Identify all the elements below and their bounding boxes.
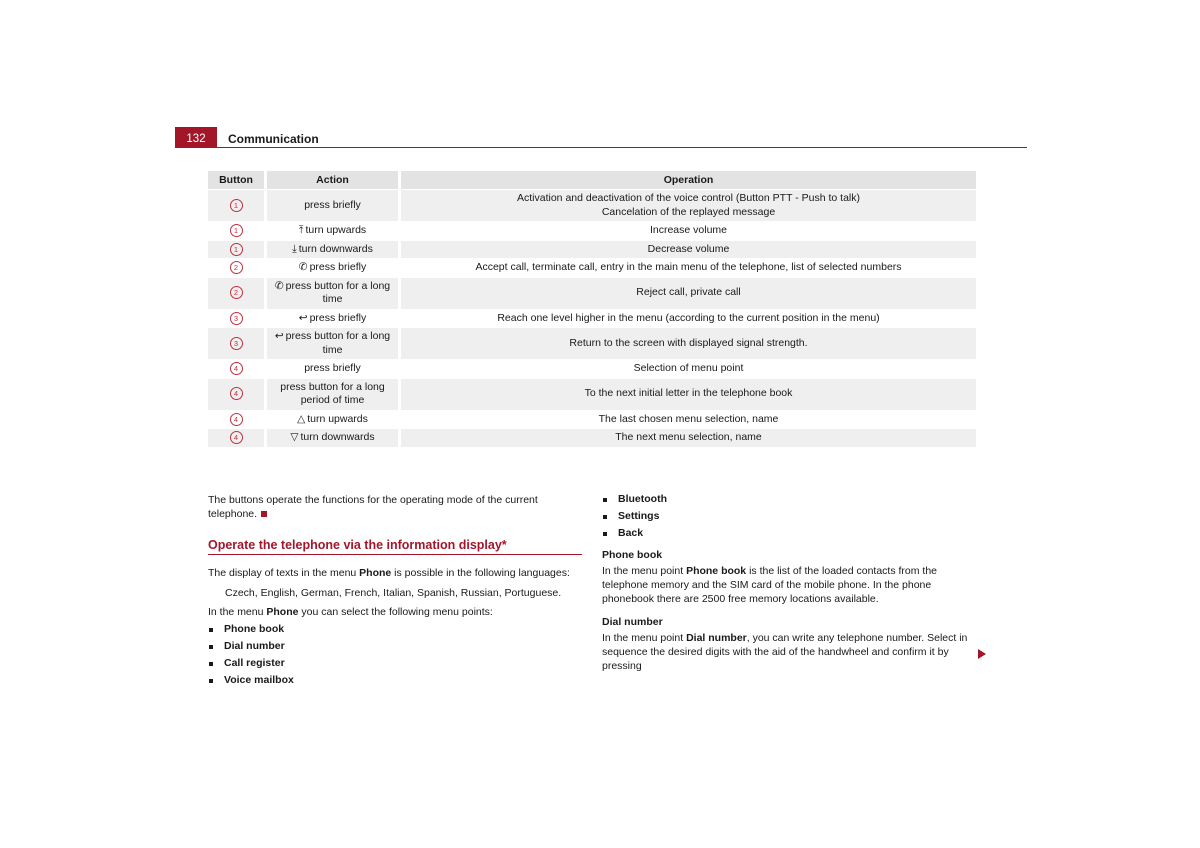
operation-label: Selection of menu point [633, 362, 744, 374]
operation-label: To the next initial letter in the telephone book [584, 387, 793, 400]
action-label: press button for a long period of time [280, 380, 385, 406]
operation-label: Activation and deactivation of the voice control (Button PTT - Push to talk) [517, 192, 860, 204]
action-label: press briefly [309, 311, 367, 324]
button-cell [208, 190, 267, 222]
control-icon: ✆ [298, 261, 308, 273]
button-cell [208, 429, 267, 448]
header-rule [175, 147, 1027, 148]
control-icon: ⤓ [292, 242, 297, 255]
operation-cell [401, 328, 976, 360]
operation-label: Decrease volume [647, 242, 730, 255]
operation-cell [401, 241, 976, 260]
button-cell [208, 310, 267, 329]
header-action: Action [267, 171, 401, 190]
list-item: Dial number [208, 638, 582, 655]
table-row [208, 241, 976, 260]
languages-intro: The display of texts in the menu Phone is possible in the following languages: [208, 567, 570, 579]
action-label: turn upwards [305, 224, 367, 236]
operation-cell [401, 190, 976, 222]
table-row [208, 190, 976, 222]
list-item: Settings [602, 508, 976, 525]
button-cell [208, 222, 267, 241]
button-number-badge: 1 [230, 243, 243, 256]
button-number-badge: 4 [230, 431, 243, 444]
operation-cell [401, 278, 976, 310]
button-number-badge: 3 [230, 337, 243, 350]
header-operation: Operation [401, 171, 976, 190]
list-item: Bluetooth [602, 491, 976, 508]
button-number-badge: 4 [230, 387, 243, 400]
action-cell [267, 379, 401, 411]
action-cell [267, 360, 401, 379]
button-number-badge: 2 [230, 261, 243, 274]
menu-points-list-continued [602, 491, 976, 542]
button-number-badge: 2 [230, 286, 243, 299]
action-label: turn downwards [298, 242, 373, 255]
operation-label: Return to the screen with displayed signal strength. [569, 336, 808, 349]
menu-points-intro: In the menu Phone you can select the following menu points: [208, 606, 493, 618]
action-label: turn downwards [300, 431, 375, 443]
buttons-note: The buttons operate the functions for the operating mode of the current telephone. [208, 494, 538, 520]
button-number-badge: 4 [230, 362, 243, 375]
phonebook-text: In the menu point Phone book is the list of the loaded contacts from the telephone memory and the SIM card of the mobile phone. In the phone phonebook there are 2500 free memory locations available. [602, 565, 938, 605]
table-row [208, 328, 976, 360]
operation-cell [401, 429, 976, 448]
table-row [208, 429, 976, 448]
action-cell [267, 310, 401, 329]
control-icon: ▽ [290, 431, 299, 443]
button-number-badge: 4 [230, 413, 243, 426]
table-body [208, 190, 976, 448]
control-icon: ⤒ [298, 224, 304, 236]
action-label: press button for a long time [285, 279, 391, 305]
table-row [208, 411, 976, 430]
button-cell [208, 259, 267, 278]
button-cell [208, 328, 267, 360]
operation-cell [401, 259, 976, 278]
table-row [208, 379, 976, 411]
list-item: Call register [208, 655, 582, 672]
control-icon: ✆ [274, 279, 284, 292]
action-cell [267, 241, 401, 260]
control-icon: △ [297, 412, 306, 425]
operation-label-secondary: Cancelation of the replayed message [601, 205, 776, 218]
action-cell [267, 222, 401, 241]
languages-list: Czech, English, German, French, Italian, Spanish, Russian, Portuguese. [225, 587, 562, 599]
action-label: press briefly [304, 362, 361, 374]
table-row [208, 259, 976, 278]
operation-label: The next menu selection, name [615, 431, 762, 443]
table-row [208, 310, 976, 329]
header-button: Button [208, 171, 267, 190]
control-icon: ↩ [298, 311, 308, 324]
action-label: press briefly [304, 198, 361, 211]
action-label: turn upwards [307, 412, 368, 425]
action-cell [267, 259, 401, 278]
action-cell [267, 190, 401, 222]
button-number-badge: 3 [230, 312, 243, 325]
table-row [208, 222, 976, 241]
arrow-right-icon [978, 649, 986, 659]
action-cell [267, 411, 401, 430]
section-title: Communication [228, 132, 319, 146]
action-label: press button for a long time [285, 330, 391, 356]
button-cell [208, 379, 267, 411]
table-header-row [208, 171, 976, 190]
right-column [602, 493, 976, 673]
operation-cell [401, 379, 976, 411]
action-cell [267, 429, 401, 448]
left-column [208, 493, 582, 689]
menu-points-list [208, 621, 582, 689]
end-square-icon [261, 511, 267, 517]
page-header [175, 127, 1027, 149]
operation-label: Accept call, terminate call, entry in the main menu of the telephone, list of selected numbers [475, 261, 902, 273]
operation-label: The last chosen menu selection, name [598, 412, 779, 425]
section-heading: Operate the telephone via the information display* [208, 538, 582, 555]
button-number-badge: 1 [230, 199, 243, 212]
dial-number-heading: Dial number [602, 616, 663, 628]
phonebook-heading: Phone book [602, 549, 663, 561]
button-cell [208, 411, 267, 430]
action-cell [267, 278, 401, 310]
operation-label: Reach one level higher in the menu (according to the current position in the menu) [497, 311, 880, 324]
list-item: Voice mailbox [208, 672, 582, 689]
button-cell [208, 360, 267, 379]
list-item: Phone book [208, 621, 582, 638]
dial-number-text: In the menu point Dial number, you can write any telephone number. Select in sequence the desired digits with the aid of the handwheel and confirm it by pressing [602, 632, 968, 672]
button-cell [208, 278, 267, 310]
action-cell [267, 328, 401, 360]
operation-label: Increase volume [649, 224, 728, 236]
operation-label: Reject call, private call [636, 286, 741, 299]
button-number-badge: 1 [230, 224, 243, 237]
list-item: Back [602, 525, 976, 542]
button-cell [208, 241, 267, 260]
operations-table [208, 171, 976, 448]
page-number: 132 [175, 127, 217, 148]
operation-cell [401, 310, 976, 329]
operation-cell [401, 411, 976, 430]
operation-cell [401, 222, 976, 241]
control-icon: ↩ [274, 330, 284, 342]
operation-cell [401, 360, 976, 379]
table-row [208, 360, 976, 379]
action-label: press briefly [309, 261, 367, 273]
table-row [208, 278, 976, 310]
